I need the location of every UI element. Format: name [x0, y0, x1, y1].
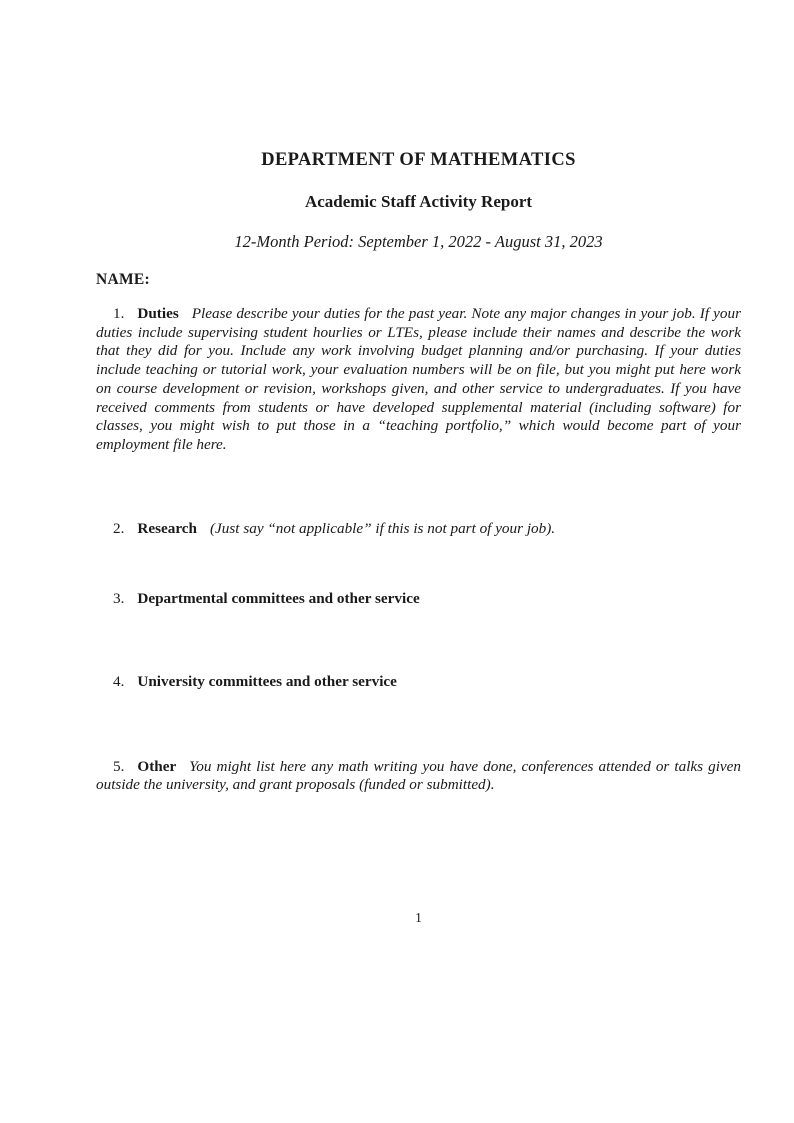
item-number: 1.: [113, 305, 125, 322]
document-title: DEPARTMENT OF MATHEMATICS: [261, 150, 576, 170]
item-description: You might list here any math writing you have done, conferences attended or talks given outside the university, and grant proposals (funded or submitted).: [96, 757, 741, 794]
list-item-other: [96, 692, 741, 795]
item-label: Research: [137, 519, 197, 537]
item-number: 3.: [113, 590, 125, 608]
item-number: 5.: [113, 757, 125, 775]
item-label: University committees and other service: [137, 673, 397, 691]
page-number: 1: [415, 910, 422, 925]
item-description: (Just say “not applicable” if this is not part of your job).: [210, 519, 556, 537]
item-label: Other: [137, 757, 177, 775]
list-item-research: [96, 455, 741, 539]
item-number: 2.: [113, 519, 125, 537]
item-label: Duties: [137, 305, 179, 322]
item-description: Please describe your duties for the past year. Note any major changes in your job. If your duties include supervising student hourlies or LTEs, please include their names and describe the work that they did for you. Include any work involving budget planning and/or purchasing. If your duties include teaching or tutorial work, your evaluation numbers will be on file, but you might put here work on course development or revision, workshops given, and other service to undergraduates. If you have received comments from students or have developed supplemental material (including software) for classes, you might wish to put those in a “teaching portfolio,” which would become part of your employment file here.: [96, 305, 741, 453]
item-number: 4.: [113, 673, 125, 691]
list-item-university-committees: [96, 609, 741, 692]
document-subtitle: Academic Staff Activity Report: [304, 192, 533, 211]
list-item-departmental-committees: [96, 538, 741, 609]
list-item-duties: [96, 289, 741, 455]
report-period: 12-Month Period: September 1, 2022 - August 31, 2023: [234, 232, 603, 251]
name-field-label: NAME:: [96, 271, 151, 288]
item-label: Departmental committees and other service: [137, 590, 420, 608]
